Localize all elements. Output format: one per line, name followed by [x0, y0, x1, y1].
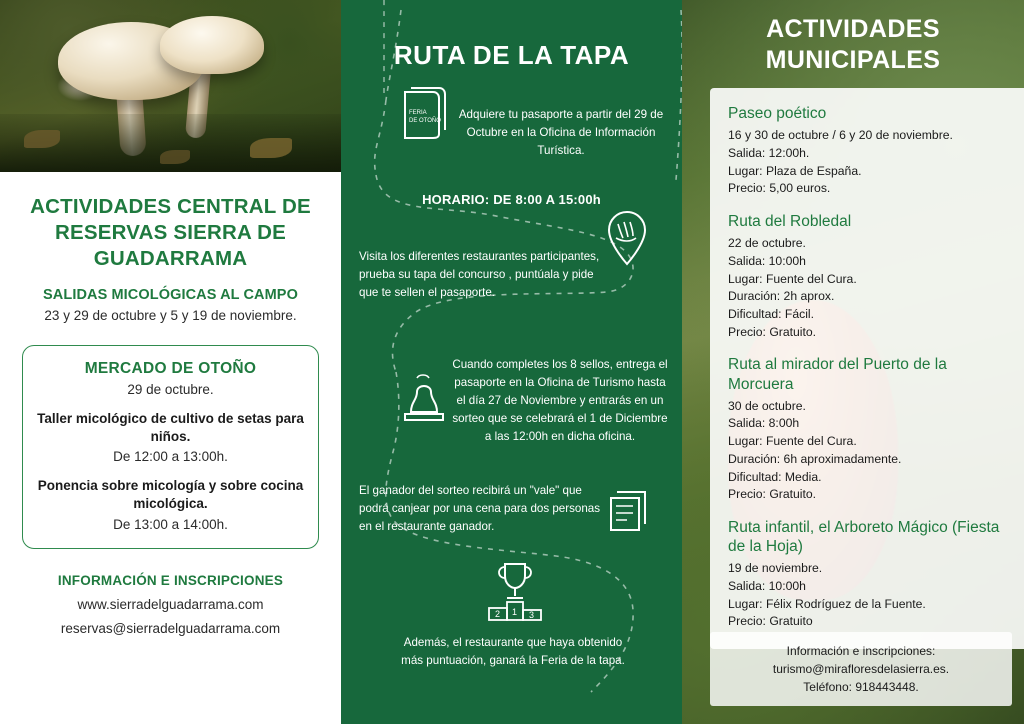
activity-line: Precio: 5,00 euros. [728, 181, 831, 196]
podium-second-label: 2 [495, 609, 501, 619]
panel2-step-3: Cuando completes los 8 sellos, entrega el pasaporte en la Oficina de Turismo hasta el día 27 de Noviembre y entrarás en un sorteo que se celebrará el 1 de Diciembre a las 12:00h en dicha oficina. [452, 358, 668, 443]
activity-line: Precio: Gratuito. [728, 487, 817, 502]
activity-line: 22 de octubre. [728, 236, 806, 251]
panel2-horario: HORARIO: DE 8:00 A 15:00h [422, 192, 601, 207]
activity-line: Lugar: Félix Rodríguez de la Fuente. [728, 596, 926, 611]
box-title: MERCADO DE OTOÑO [84, 359, 257, 377]
panel2-title: RUTA DE LA TAPA [393, 40, 630, 70]
activity-item [728, 518, 1014, 631]
activity-line: Salida: 10:00h [728, 253, 806, 268]
activity-line: 19 de noviembre. [728, 561, 823, 576]
panel1-subtitle: SALIDAS MICOLÓGICAS AL CAMPO [43, 286, 298, 303]
activity-line: Precio: Gratuito. [728, 324, 817, 339]
activity-line: Duración: 6h aproximadamente. [728, 451, 902, 466]
activity-heading: Ruta al mirador del Puerto de la Morcuera [728, 356, 947, 393]
panel1-body [0, 172, 341, 323]
activity-item [728, 104, 1014, 198]
activity-line: Dificultad: Fácil. [728, 306, 815, 321]
activity-line: 16 y 30 de octubre / 6 y 20 de noviembre. [728, 128, 953, 143]
activity-heading: Paseo poético [728, 105, 827, 122]
email-link[interactable]: reservas@sierradelguadarrama.com [60, 620, 281, 636]
activity-line: 30 de octubre. [728, 398, 806, 413]
box-item-name: Ponencia sobre micología y sobre cocina micológica. [37, 478, 304, 512]
panel1-dates: 23 y 29 de octubre y 5 y 19 de noviembre. [44, 307, 297, 323]
panel2-step-5: Además, el restaurante que haya obtenido más puntuación, ganará la Feria de la tapa. [401, 636, 625, 667]
activity-item [728, 355, 1014, 504]
activity-line: Dificultad: Media. [728, 469, 822, 484]
leaf-icon [160, 150, 190, 164]
podium-first-label: 1 [512, 607, 518, 617]
panel2-step-2: Visita los diferentes restaurantes participantes, prueba su tapa del concurso , puntúala y pide que te sellen el pasaporte. [359, 250, 600, 299]
page-title: ACTIVIDADES CENTRAL DE RESERVAS SIERRA DE GUADARRAMA [30, 195, 311, 271]
panel3-footer [710, 632, 1012, 706]
mushroom-cap [160, 16, 264, 74]
activity-heading: Ruta infantil, el Arboreto Mágico (Fiesta de la Hoja) [728, 518, 1000, 556]
panel-activities-central [0, 0, 341, 724]
website-link[interactable]: www.sierradelguadarrama.com [77, 596, 264, 612]
box-item [35, 410, 306, 464]
svg-text:DE OTOÑO: DE OTOÑO [409, 118, 441, 124]
box-item [35, 477, 306, 531]
box-item-name: Taller micológico de cultivo de setas para niños. [37, 410, 304, 444]
footer-phone[interactable]: Teléfono: 918443448. [803, 680, 919, 694]
panel-actividades-municipales [682, 0, 1024, 724]
leaf-icon [250, 138, 292, 158]
stamp-icon [397, 368, 451, 429]
panel2-step-1: Adquiere tu pasaporte a partir del 29 de Octubre en la Oficina de Información Turística. [458, 108, 664, 157]
activity-line: Lugar: Fuente del Cura. [728, 434, 857, 449]
activity-line: Salida: 10:00h [728, 579, 806, 593]
trophy-podium-icon [479, 556, 551, 631]
svg-text:FERIA: FERIA [409, 110, 427, 116]
footer-email[interactable]: turismo@mirafloresdelasierra.es. [772, 662, 950, 676]
footer-info-label: Información e inscripciones: [786, 644, 936, 658]
activity-line: Precio: Gratuito [728, 614, 813, 629]
podium-third-label: 3 [529, 610, 535, 620]
mercado-otono-box [22, 345, 319, 549]
activity-line: Lugar: Fuente del Cura. [728, 271, 857, 286]
panel1-info [0, 573, 341, 636]
panel2-step-4: El ganador del sorteo recibirá un "vale" que podrá canjear por una cena para dos personas en el restaurante ganador. [359, 484, 601, 533]
leaf-icon [24, 130, 60, 148]
panel-ruta-de-la-tapa [341, 0, 682, 724]
activity-item [728, 212, 1014, 341]
box-item-time: De 13:00 a 14:00h. [113, 516, 228, 532]
activity-heading: Ruta del Robledal [728, 212, 852, 230]
ticket-icon [605, 486, 661, 541]
panel3-title: ACTIVIDADES MUNICIPALES [765, 15, 941, 74]
info-title: INFORMACIÓN E INSCRIPCIONES [57, 572, 284, 588]
mushroom-photo [0, 0, 341, 172]
activity-line: Duración: 2h aprox. [728, 289, 835, 304]
passport-book-icon [399, 86, 451, 147]
box-date: 29 de octubre. [127, 381, 214, 397]
box-item-time: De 12:00 a 13:00h. [113, 449, 228, 465]
activities-card [710, 88, 1024, 649]
activity-line: Salida: 12:00h. [728, 145, 810, 160]
activity-line: Lugar: Plaza de España. [728, 163, 862, 178]
activity-line: Salida: 8:00h [728, 416, 800, 431]
